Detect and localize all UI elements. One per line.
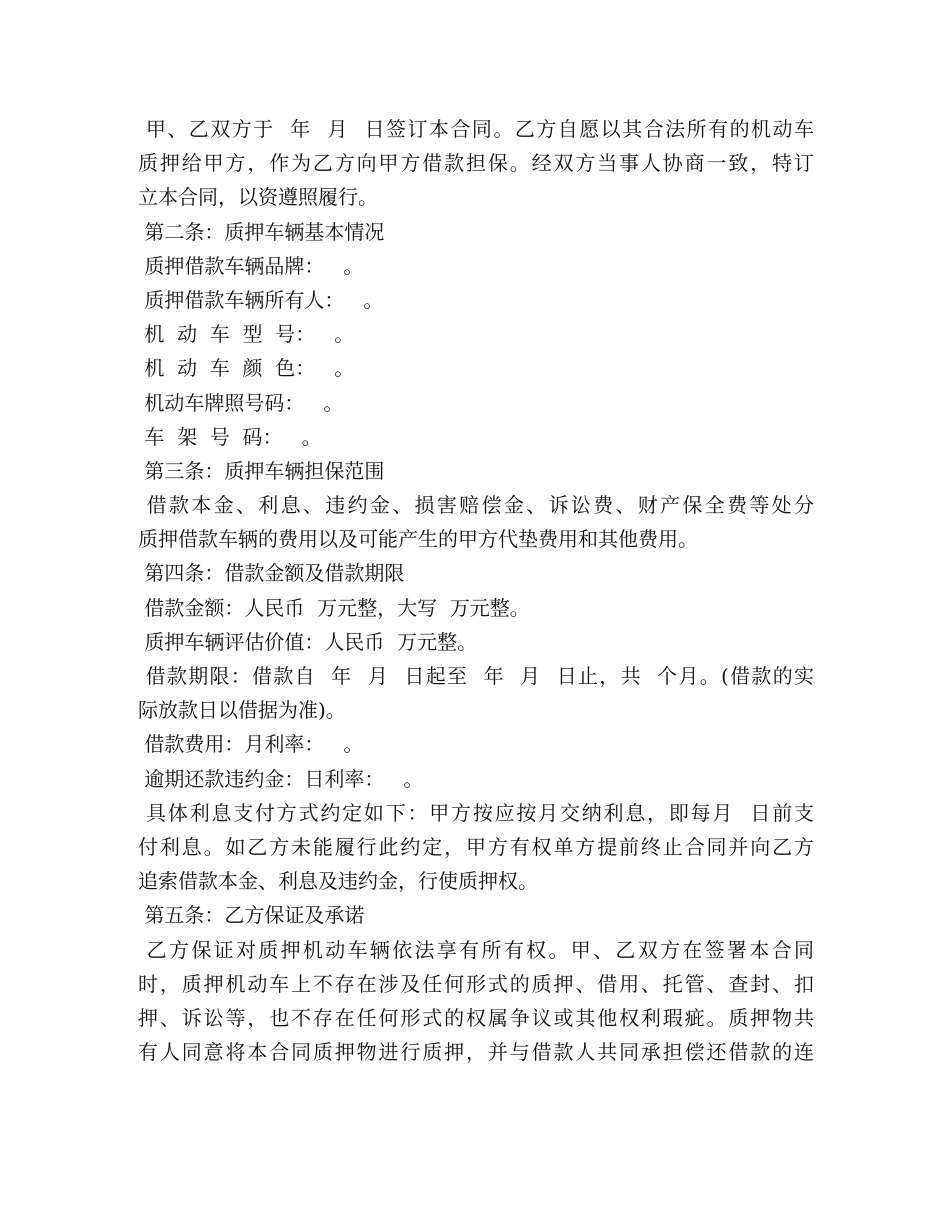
text-line: 质押车辆评估价值：人民币 万元整。	[138, 629, 478, 654]
section-heading: 第四条：借款金额及借款期限	[138, 561, 405, 586]
text-line: 借款期限：借款自 年 月 日起至 年 月 日止，共 个月。(借款的实	[138, 664, 814, 688]
text-line: 机动车牌照号码： 。	[138, 390, 344, 415]
text-line: 质押给甲方，作为乙方向甲方借款担保。经双方当事人协商一致，特订	[138, 151, 814, 176]
document-body	[138, 112, 814, 1069]
text-line: 逾期还款违约金：日利率： 。	[138, 766, 424, 791]
text-line: 际放款日以借据为准)。	[138, 698, 346, 723]
text-line: 质押借款车辆所有人： 。	[138, 287, 384, 312]
text-line: 具体利息支付方式约定如下：甲方按应按月交纳利息，即每月 日前支	[138, 800, 814, 825]
text-line: 有人同意将本合同质押物进行质押，并与借款人共同承担偿还借款的连	[138, 1040, 814, 1065]
text-line: 时，质押机动车上不存在涉及任何形式的质押、借用、托管、查封、扣	[138, 971, 814, 996]
text-line: 机 动 车 颜 色： 。	[138, 356, 355, 381]
text-line: 质押借款车辆品牌： 。	[138, 253, 364, 278]
text-line: 追索借款本金、利息及违约金，行使质押权。	[138, 869, 538, 894]
text-line: 付利息。如乙方未能履行此约定，甲方有权单方提前终止合同并向乙方	[138, 834, 814, 859]
section-heading: 第五条：乙方保证及承诺	[138, 903, 365, 928]
text-line: 借款本金、利息、违约金、损害赔偿金、诉讼费、财产保全费等处分	[138, 493, 814, 518]
text-line: 乙方保证对质押机动车辆依法享有所有权。甲、乙双方在签署本合同	[138, 937, 814, 962]
text-line: 借款费用：月利率： 。	[138, 732, 364, 757]
text-line: 车 架 号 码： 。	[138, 424, 322, 449]
text-line: 甲、乙双方于 年 月 日签订本合同。乙方自愿以其合法所有的机动车	[138, 117, 814, 141]
text-line: 立本合同，以资遵照履行。	[138, 185, 378, 210]
section-heading: 第二条：质押车辆基本情况	[138, 219, 385, 244]
text-line: 质押借款车辆的费用以及可能产生的甲方代垫费用和其他费用。	[138, 527, 698, 552]
section-heading: 第三条：质押车辆担保范围	[138, 458, 385, 483]
text-line: 押、诉讼等，也不存在任何形式的权属争议或其他权利瑕疵。质押物共	[138, 1005, 814, 1030]
text-line: 机 动 车 型 号： 。	[138, 322, 355, 347]
text-line: 借款金额：人民币 万元整，大写 万元整。	[138, 595, 530, 620]
